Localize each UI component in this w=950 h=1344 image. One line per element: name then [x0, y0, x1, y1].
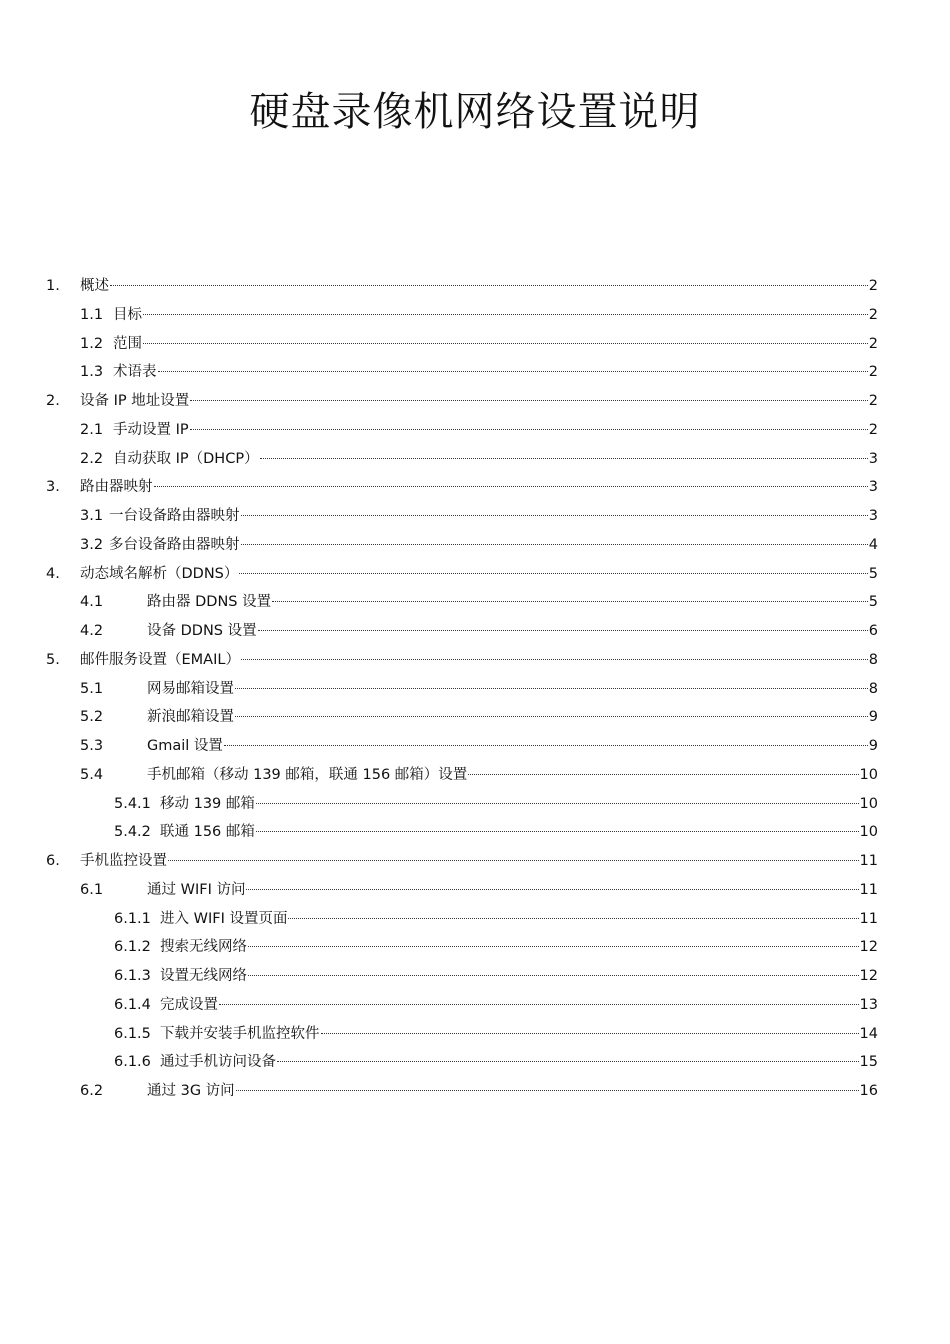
toc-entry-title: 手机监控设置 [80, 853, 167, 869]
toc-entry-number: 5.4.2 [114, 824, 151, 841]
dot-leader [224, 745, 868, 746]
toc-entry[interactable] [0, 272, 950, 300]
toc-entry-page-number: 6 [868, 623, 878, 639]
toc-entry-page-number: 4 [868, 536, 878, 553]
toc-entry-title: Gmail 设置 [147, 738, 223, 754]
toc-entry-number: 6.1.4 [114, 996, 151, 1013]
toc-entry-title: 通过 3G 访问 [147, 1083, 235, 1099]
toc-entry[interactable] [0, 962, 950, 990]
dot-leader [158, 371, 868, 372]
dot-leader [241, 515, 868, 516]
toc-entry[interactable] [0, 732, 950, 760]
toc-entry-page-number: 2 [868, 278, 878, 294]
dot-leader [258, 630, 868, 631]
toc-entry-page-number: 2 [868, 421, 878, 438]
toc-entry-page-number: 10 [859, 824, 878, 841]
toc-entry-title: 联通 156 邮箱 [160, 824, 255, 841]
toc-entry[interactable] [0, 358, 950, 386]
toc-entry-number: 6.1.2 [114, 939, 151, 956]
toc-entry-title: 动态域名解析（DDNS） [80, 565, 239, 582]
toc-entry[interactable] [0, 560, 950, 588]
toc-entry-title: 概述 [80, 278, 109, 294]
page-title: 硬盘录像机网络设置说明 [249, 89, 701, 135]
toc-entry-number: 4.2 [80, 623, 104, 639]
toc-entry-number: 3.1 [80, 508, 104, 524]
toc-entry-title: 移动 139 邮箱 [160, 795, 255, 812]
dot-leader [143, 343, 868, 344]
toc-entry[interactable] [0, 301, 950, 329]
toc-entry[interactable] [0, 646, 950, 674]
dot-leader [235, 716, 868, 717]
toc-entry[interactable] [0, 330, 950, 358]
dot-leader [256, 803, 859, 804]
toc-entry-title: 邮件服务设置（EMAIL） [80, 651, 240, 668]
toc-entry[interactable] [0, 675, 950, 703]
dot-leader [241, 544, 868, 545]
toc-entry-number: 3. [46, 479, 60, 496]
toc-entry[interactable] [0, 761, 950, 789]
toc-entry[interactable] [0, 445, 950, 473]
dot-leader [235, 688, 868, 689]
toc-entry-number: 2.1 [80, 421, 104, 438]
toc-entry-title: 搜索无线网络 [160, 939, 247, 956]
toc-entry-number: 5.2 [80, 709, 104, 726]
toc-entry-title: 范围 [113, 335, 142, 352]
toc-entry-page-number: 12 [859, 939, 878, 956]
toc-entry-page-number: 3 [868, 450, 878, 467]
toc-entry-number: 6.2 [80, 1083, 104, 1099]
toc-entry[interactable] [0, 905, 950, 933]
toc-entry[interactable] [0, 991, 950, 1019]
toc-entry-title: 一台设备路由器映射 [109, 508, 240, 524]
toc-entry[interactable] [0, 933, 950, 961]
dot-leader [236, 1090, 859, 1091]
toc-entry-number: 6.1.5 [114, 1025, 151, 1042]
dot-leader [219, 1004, 859, 1005]
toc-entry-number: 5. [46, 651, 60, 668]
toc-entry-page-number: 11 [859, 910, 878, 927]
toc-entry[interactable] [0, 473, 950, 501]
toc-entry-page-number: 10 [859, 766, 878, 783]
toc-entry-title: 设备 DDNS 设置 [147, 623, 257, 639]
toc-entry-number: 5.3 [80, 738, 104, 754]
toc-entry-page-number: 8 [868, 651, 878, 668]
toc-entry-title: 手动设置 IP [113, 421, 189, 438]
toc-entry[interactable] [0, 847, 950, 875]
toc-entry-number: 2. [46, 393, 60, 409]
toc-entry-page-number: 10 [859, 795, 878, 812]
toc-entry-page-number: 2 [868, 306, 878, 323]
toc-entry-number: 1.3 [80, 364, 104, 381]
dot-leader [272, 601, 868, 602]
toc-entry-page-number: 13 [859, 996, 878, 1013]
toc-entry-page-number: 16 [859, 1083, 878, 1099]
toc-entry-title: 多台设备路由器映射 [109, 536, 240, 553]
toc-entry-number: 6.1.1 [114, 910, 151, 927]
toc-entry[interactable] [0, 416, 950, 444]
toc-entry-title: 路由器映射 [80, 479, 153, 496]
dot-leader [248, 946, 859, 947]
toc-entry-page-number: 9 [868, 709, 878, 726]
dot-leader [246, 889, 858, 890]
toc-entry-page-number: 12 [859, 968, 878, 984]
toc-entry[interactable] [0, 387, 950, 415]
toc-entry-title: 通过 WIFI 访问 [147, 881, 246, 898]
toc-entry[interactable] [0, 617, 950, 645]
toc-entry-number: 3.2 [80, 536, 104, 553]
toc-entry-title: 手机邮箱（移动 139 邮箱，联通 156 邮箱）设置 [147, 766, 468, 783]
toc-entry[interactable] [0, 876, 950, 904]
toc-entry-number: 1.2 [80, 335, 104, 352]
toc-entry-page-number: 3 [868, 479, 878, 496]
dot-leader [190, 400, 868, 401]
toc-entry-title: 术语表 [113, 364, 157, 381]
toc-entry-page-number: 15 [859, 1054, 878, 1071]
toc-entry-title: 下载并安装手机监控软件 [160, 1025, 320, 1042]
dot-leader [260, 458, 868, 459]
toc-entry-number: 6.1.6 [114, 1054, 151, 1071]
toc-entry[interactable] [0, 1077, 950, 1105]
toc-entry-page-number: 2 [868, 393, 878, 409]
dot-leader [241, 659, 868, 660]
toc-entry-number: 4. [46, 565, 60, 582]
toc-entry-title: 设备 IP 地址设置 [80, 393, 190, 409]
toc-entry-number: 5.4.1 [114, 795, 151, 812]
toc-entry-page-number: 8 [868, 680, 878, 697]
toc-entry-title: 新浪邮箱设置 [147, 709, 234, 726]
toc-entry[interactable] [0, 531, 950, 559]
toc-entry-page-number: 14 [859, 1025, 878, 1042]
dot-leader [321, 1033, 859, 1034]
toc-entry[interactable] [0, 1020, 950, 1048]
toc-entry[interactable] [0, 588, 950, 616]
toc-entry-number: 6. [46, 853, 60, 869]
toc-entry-number: 4.1 [80, 594, 104, 611]
dot-leader [288, 918, 858, 919]
toc-entry[interactable] [0, 818, 950, 846]
toc-entry-page-number: 2 [868, 364, 878, 381]
toc-entry-page-number: 2 [868, 335, 878, 352]
dot-leader [110, 285, 868, 286]
toc-entry[interactable] [0, 790, 950, 818]
toc-entry-title: 目标 [113, 306, 142, 323]
toc-entry-title: 自动获取 IP（DHCP） [113, 450, 259, 467]
dot-leader [168, 860, 859, 861]
toc-entry-number: 1. [46, 278, 60, 294]
toc-entry-title: 网易邮箱设置 [147, 680, 234, 697]
dot-leader [248, 975, 859, 976]
toc-entry-number: 2.2 [80, 450, 104, 467]
toc-entry-title: 通过手机访问设备 [160, 1054, 276, 1071]
toc-entry-page-number: 3 [868, 508, 878, 524]
toc-entry-number: 5.1 [80, 680, 104, 697]
toc-entry-title: 设置无线网络 [160, 968, 247, 984]
toc-entry-title: 完成设置 [160, 996, 218, 1013]
toc-entry-page-number: 9 [868, 738, 878, 754]
dot-leader [468, 774, 858, 775]
toc-entry-page-number: 11 [859, 881, 878, 898]
toc-entry[interactable] [0, 703, 950, 731]
toc-entry[interactable] [0, 1048, 950, 1076]
dot-leader [190, 429, 868, 430]
toc-entry-page-number: 5 [868, 594, 878, 611]
toc-entry[interactable] [0, 502, 950, 530]
toc-entry-number: 1.1 [80, 306, 104, 323]
toc-entry-page-number: 5 [868, 565, 878, 582]
toc-entry-title: 路由器 DDNS 设置 [147, 594, 272, 611]
toc-entry-page-number: 11 [859, 853, 878, 869]
toc-entry-number: 6.1.3 [114, 968, 151, 984]
dot-leader [277, 1061, 859, 1062]
dot-leader [239, 573, 867, 574]
dot-leader [154, 486, 868, 487]
toc-entry-number: 5.4 [80, 766, 104, 783]
toc-entry-title: 进入 WIFI 设置页面 [160, 910, 288, 927]
dot-leader [256, 831, 859, 832]
dot-leader [143, 314, 868, 315]
toc-entry-number: 6.1 [80, 881, 104, 898]
